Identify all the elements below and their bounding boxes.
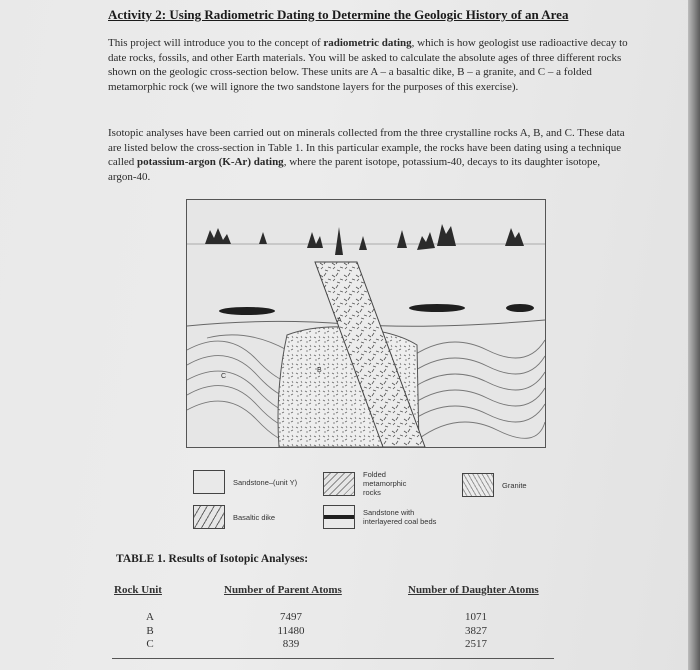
analysis-paragraph [108, 126, 628, 184]
legend-basaltic-label: Basaltic dike [233, 512, 276, 522]
activity-title: Activity 2: Using Radiometric Dating to Determine the Geologic History of an Area [108, 7, 569, 22]
table-title: TABLE 1. Results of Isotopic Analyses: [116, 553, 309, 565]
header-daughter-atoms: Number of Daughter Atoms [408, 584, 539, 596]
legend-sandstone-label: Sandstone–(unit Y) [233, 477, 298, 487]
legend-coal [323, 505, 453, 529]
basaltic-swatch [193, 505, 225, 529]
column-parent-atoms [266, 611, 316, 652]
table-cell: C [146, 638, 154, 650]
analysis-bold-term: potassium-argon (K-Ar) dating [137, 156, 284, 168]
analysis-text-1: Isotopic analyses have been carried out on minerals collected from the three crystalline rocks A, B, and C. These data are listed below the cross-section in Table 1. In this particular example, the rocks have been dating using a technique called [108, 127, 625, 168]
intro-bold-term: radiometric dating [323, 37, 412, 49]
table-cell: 3827 [465, 624, 487, 637]
table-cell: 7497 [280, 611, 302, 623]
table-cell: 839 [282, 638, 300, 650]
legend-granite-label: Granite [502, 480, 527, 490]
column-rock-unit [140, 611, 160, 652]
analysis-text-2: , where the parent isotope, potassium-40, decays to its daughter isotope, argon-40. [108, 156, 601, 183]
table-cell: 2517 [465, 638, 487, 650]
table-cell: 11480 [277, 624, 305, 637]
granite-swatch [462, 473, 494, 497]
binder-edge [688, 0, 700, 670]
geologic-cross-section [186, 199, 546, 448]
folded-swatch [323, 472, 355, 496]
table-cell: B [146, 624, 154, 637]
coal-swatch [323, 505, 355, 529]
legend-granite [462, 473, 527, 497]
sandstone-swatch [193, 470, 225, 494]
legend-sandstone [193, 470, 303, 494]
table-cell: A [146, 611, 154, 623]
legend-folded [323, 470, 423, 497]
column-daughter-atoms [456, 611, 496, 652]
label-b: B [317, 367, 322, 374]
legend-basaltic [193, 505, 275, 529]
label-a: A [337, 317, 342, 324]
header-rock-unit: Rock Unit [114, 584, 162, 596]
table-bottom-rule [112, 658, 554, 659]
intro-text-1: This project will introduce you to the concept of [108, 37, 324, 49]
table-cell: 1071 [465, 611, 487, 623]
legend-coal-label: Sandstone with interlayered coal beds [363, 508, 437, 526]
header-parent-atoms: Number of Parent Atoms [224, 584, 342, 596]
intro-text-2: , which is how geologist use radioactive decay to date rocks, fossils, and other Earth materials. You will be asked to calculate the absolute ages of three different rocks shown on the geologic cross-section below. These units are A – a basaltic dike, B – a granite, and C – a folded metamorphic rock (we will ignore the two sandstone layers for the purposes of this exercise). [108, 37, 628, 93]
intro-paragraph [108, 36, 628, 94]
legend-folded-label: Folded metamorphic rocks [363, 470, 407, 497]
label-c: C [221, 373, 227, 380]
